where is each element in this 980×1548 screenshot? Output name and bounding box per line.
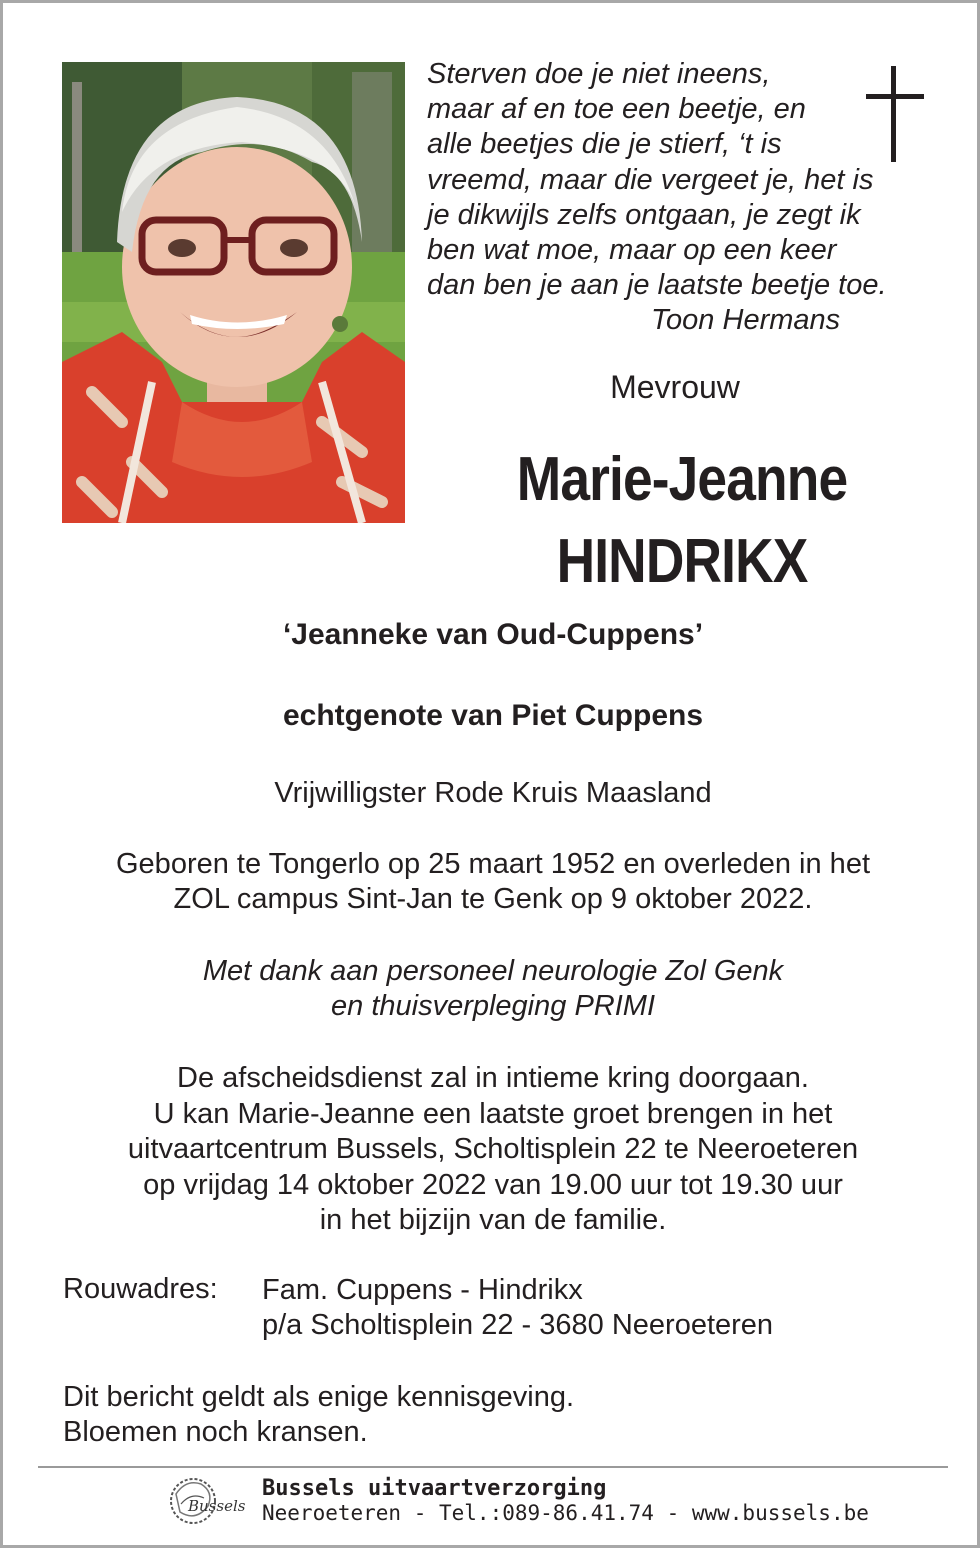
volunteer-line: Vrijwilligster Rode Kruis Maasland xyxy=(274,777,712,809)
spouse-line: echtgenote van Piet Cuppens xyxy=(282,699,704,732)
thanks-line: en thuisverpleging PRIMI xyxy=(331,990,655,1022)
poem-line: je dikwijls zelfs ontgaan, je zegt ik xyxy=(427,198,861,231)
service-line: De afscheidsdienst zal in intieme kring doorgaan. xyxy=(177,1062,809,1094)
footer-divider xyxy=(38,1466,948,1468)
birth-death-line: ZOL campus Sint-Jan te Genk op 9 oktober 2022. xyxy=(173,883,813,915)
poem xyxy=(427,57,927,339)
last-name: HINDRIKX xyxy=(556,527,808,596)
mourning-address xyxy=(262,1273,773,1343)
address-label: Rouwadres: xyxy=(63,1273,218,1305)
address-line: Fam. Cuppens - Hindrikx xyxy=(262,1274,583,1306)
svg-text:Bussels: Bussels xyxy=(188,1497,246,1515)
service-line: U kan Marie-Jeanne een laatste groet brengen in het xyxy=(153,1097,833,1130)
thanks-line: Met dank aan personeel neurologie Zol Genk xyxy=(202,955,784,987)
poem-line: maar af en toe een beetje, en xyxy=(427,93,806,126)
service-line: op vrijdag 14 oktober 2022 van 19.00 uur tot 19.30 uur xyxy=(143,1168,843,1201)
service-line: in het bijzijn van de familie. xyxy=(319,1204,667,1236)
cross-icon xyxy=(866,66,926,162)
notice-line: Dit bericht geldt als enige kennisgeving. xyxy=(63,1381,575,1413)
company-contact: Neeroeteren - Tel.:089-86.41.74 - www.bussels.be xyxy=(262,1501,869,1525)
poem-author: Toon Hermans xyxy=(651,304,841,337)
poem-line: ben wat moe, maar op een keer xyxy=(427,234,837,267)
notice-text xyxy=(63,1380,574,1450)
birth-death-text xyxy=(43,847,943,917)
thanks-text xyxy=(43,954,943,1024)
company-name: Bussels uitvaartverzorging xyxy=(262,1476,607,1501)
service-line: uitvaartcentrum Bussels, Scholtisplein 22 te Neeroeteren xyxy=(127,1133,859,1165)
nickname: ‘Jeanneke van Oud-Cuppens’ xyxy=(282,618,704,651)
address-line: p/a Scholtisplein 22 - 3680 Neeroeteren xyxy=(262,1309,774,1341)
deceased-name xyxy=(485,439,879,603)
poem-line: alle beetjes die je stierf, ‘t is xyxy=(427,128,782,161)
poem-line: dan ben je aan je laatste beetje toe. xyxy=(427,269,887,302)
poem-line: Sterven doe je niet ineens, xyxy=(427,58,771,90)
poem-line: vreemd, maar die vergeet je, het is xyxy=(427,163,874,196)
first-name: Marie-Jeanne xyxy=(516,445,848,514)
birth-death-line: Geboren te Tongerlo op 25 maart 1952 en overleden in het xyxy=(116,848,870,880)
notice-line: Bloemen noch kransen. xyxy=(63,1416,368,1448)
service-text xyxy=(43,1061,943,1239)
honorific: Mevrouw xyxy=(610,369,740,405)
portrait-photo xyxy=(62,62,405,523)
bussels-logo xyxy=(166,1474,250,1528)
